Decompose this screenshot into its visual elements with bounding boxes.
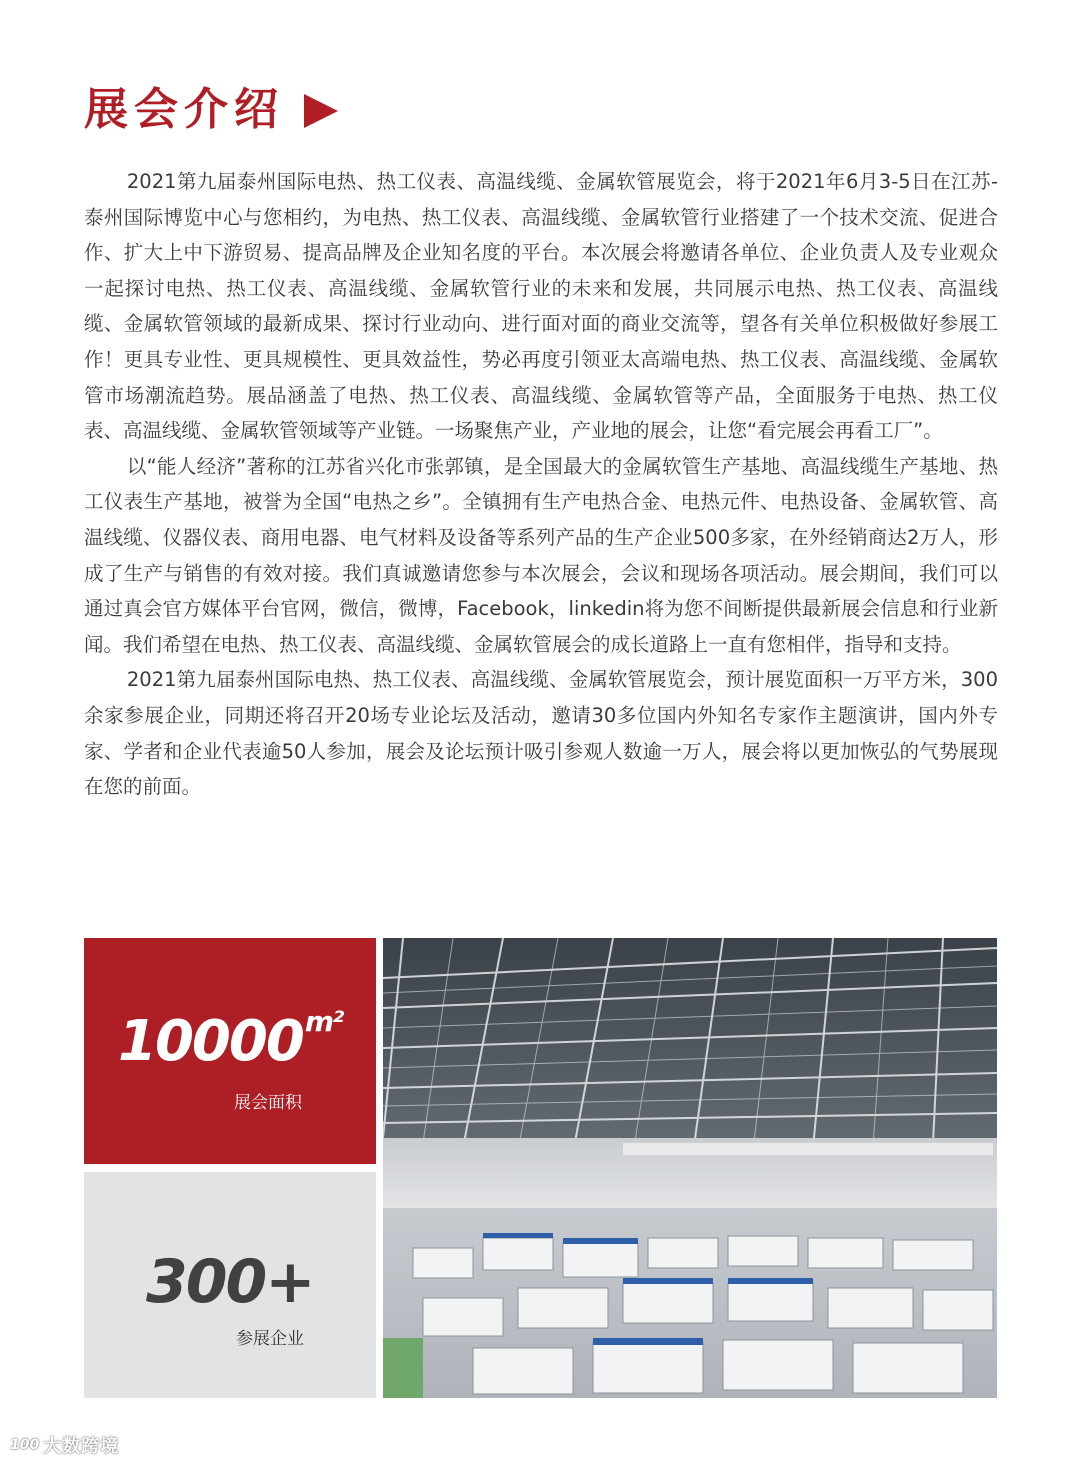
stat-area-label: 展会面积 [234, 1093, 302, 1113]
watermark [10, 1432, 119, 1458]
stat-exhibitors-label: 参展企业 [236, 1329, 304, 1349]
watermark-logo: 100 [10, 1437, 40, 1453]
intro-paragraph-1: 2021第九届泰州国际电热、热工仪表、高温线缆、金属软管展览会，将于2021年6月3-5日在江苏-泰州国际博览中心与您相约，为电热、热工仪表、高温线缆、金属软管行业搭建了一个技术交流、促进合作、扩大上中下游贸易、提高品牌及企业知名度的平台。本次展会将邀请各单位、企业负责人及专业观众一起探讨电热、热工仪表、高温线缆、金属软管行业的未来和发展，共同展示电热、热工仪表、高温线缆、金属软管领域的最新成果、探讨行业动向、进行面对面的商业交流等，望各有关单位积极做好参展工作！更具专业性、更具规模性、更具效益性，势必再度引领亚太高端电热、热工仪表、高温线缆、金属软管市场潮流趋势。展品涵盖了电热、热工仪表、高温线缆、金属软管等产品，全面服务于电热、热工仪表、高温线缆、金属软管领域等产业链。一场聚焦产业，产业地的展会，让您“看完展会再看工厂”。 [84, 170, 998, 443]
section-heading [84, 84, 338, 135]
stat-area-unit: m² [304, 1005, 343, 1038]
stat-area-card [84, 938, 376, 1164]
exhibition-hall-photo [383, 938, 997, 1398]
stat-area-number: 10000 [118, 1009, 303, 1074]
watermark-text: 大数跨境 [43, 1436, 120, 1457]
section-title: 展会介绍 [84, 84, 284, 135]
intro-paragraph-3: 2021第九届泰州国际电热、热工仪表、高温线缆、金属软管展览会，预计展览面积一万平方米，300余家参展企业，同期还将召开20场专业论坛及活动，邀请30多位国内外知名专家作主题演讲，国内外专家、学者和企业代表逾50人参加，展会及论坛预计吸引参观人数逾一万人，展会将以更加恢弘的气势展现在您的前面。 [84, 668, 998, 799]
stat-exhibitors-card [84, 1172, 376, 1398]
stat-area-value [118, 1005, 343, 1074]
triangle-right-icon [304, 94, 338, 128]
stat-exhibitors-value: 300+ [146, 1247, 314, 1317]
intro-text [84, 164, 998, 805]
intro-paragraph-2: 以“能人经济”著称的江苏省兴化市张郭镇，是全国最大的金属软管生产基地、高温线缆生产基地、热工仪表生产基地，被誉为全国“电热之乡”。全镇拥有生产电热合金、电热元件、电热设备、金属软管、高温线缆、仪器仪表、商用电器、电气材料及设备等系列产品的生产企业500多家，在外经销商达2万人，形成了生产与销售的有效对接。我们真诚邀请您参与本次展会，会议和现场各项活动。展会期间，我们可以通过真会官方媒体平台官网，微信，微博，Facebook，linkedin将为您不间断提供最新展会信息和行业新闻。我们希望在电热、热工仪表、高温线缆、金属软管展会的成长道路上一直有您相伴，指导和支持。 [84, 454, 998, 656]
